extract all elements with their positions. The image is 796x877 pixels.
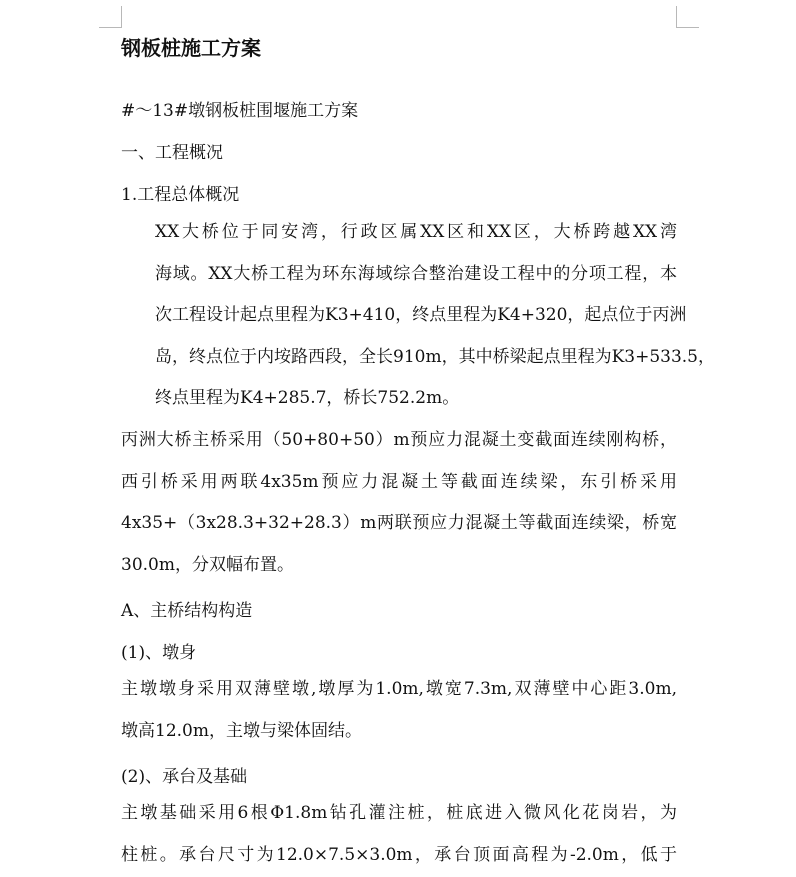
document-title: 钢板桩施工方案	[121, 36, 261, 60]
text-line: 岛，终点位于内垵路西段，全长910m，其中桥梁起点里程为K3+533.5，	[155, 346, 715, 367]
section-heading-general: 1.工程总体概况	[121, 185, 240, 205]
document-subtitle: #～13#墩钢板桩围堰施工方案	[121, 101, 359, 121]
text-line: 4x35+（3x28.3+32+28.3）m两联预应力混凝土等截面连续梁，桥宽	[121, 513, 677, 533]
text-line: 丙洲大桥主桥采用（50+80+50）m预应力混凝土变截面连续刚构桥，	[121, 430, 677, 450]
page-corner-mark-top-right	[676, 6, 677, 28]
text-line: 终点里程为K4+285.7，桥长752.2m。	[155, 388, 460, 408]
text-line: 主墩基础采用6根Φ1.8m钻孔灌注桩，桩底进入微风化花岗岩，为	[121, 803, 677, 823]
page-corner-mark-top-right	[676, 27, 699, 28]
text-line: 海域。XX大桥工程为环东海域综合整治建设工程中的分项工程，本	[155, 263, 677, 284]
paragraph-bridge-structure	[121, 420, 677, 586]
section-heading-overview: 一、工程概况	[121, 143, 223, 163]
text-line: 墩高12.0m，主墩与梁体固结。	[121, 720, 362, 741]
item-heading-pier-body: (1)、墩身	[121, 643, 197, 663]
text-line: 主墩墩身采用双薄壁墩,墩厚为1.0m,墩宽7.3m,双薄壁中心距3.0m,	[121, 679, 677, 699]
item-heading-foundation: (2)、承台及基础	[121, 767, 248, 787]
text-line: 柱桩。承台尺寸为12.0×7.5×3.0m，承台顶面高程为-2.0m，低于	[121, 844, 677, 865]
text-line: XX大桥位于同安湾，行政区属XX区和XX区，大桥跨越XX湾	[155, 222, 677, 242]
page-corner-mark-top-left	[99, 27, 122, 28]
page-corner-mark-top-left	[121, 6, 122, 28]
text-line: 30.0m，分双幅布置。	[121, 554, 294, 575]
text-line: 西引桥采用两联4x35m预应力混凝土等截面连续梁，东引桥采用	[121, 471, 677, 492]
section-heading-main-bridge: A、主桥结构构造	[121, 601, 253, 621]
paragraph-foundation	[121, 793, 677, 876]
text-line: 次工程设计起点里程为K3+410，终点里程为K4+320，起点位于丙洲	[155, 305, 687, 325]
paragraph-bridge-location	[121, 212, 715, 420]
paragraph-pier-body	[121, 669, 677, 752]
